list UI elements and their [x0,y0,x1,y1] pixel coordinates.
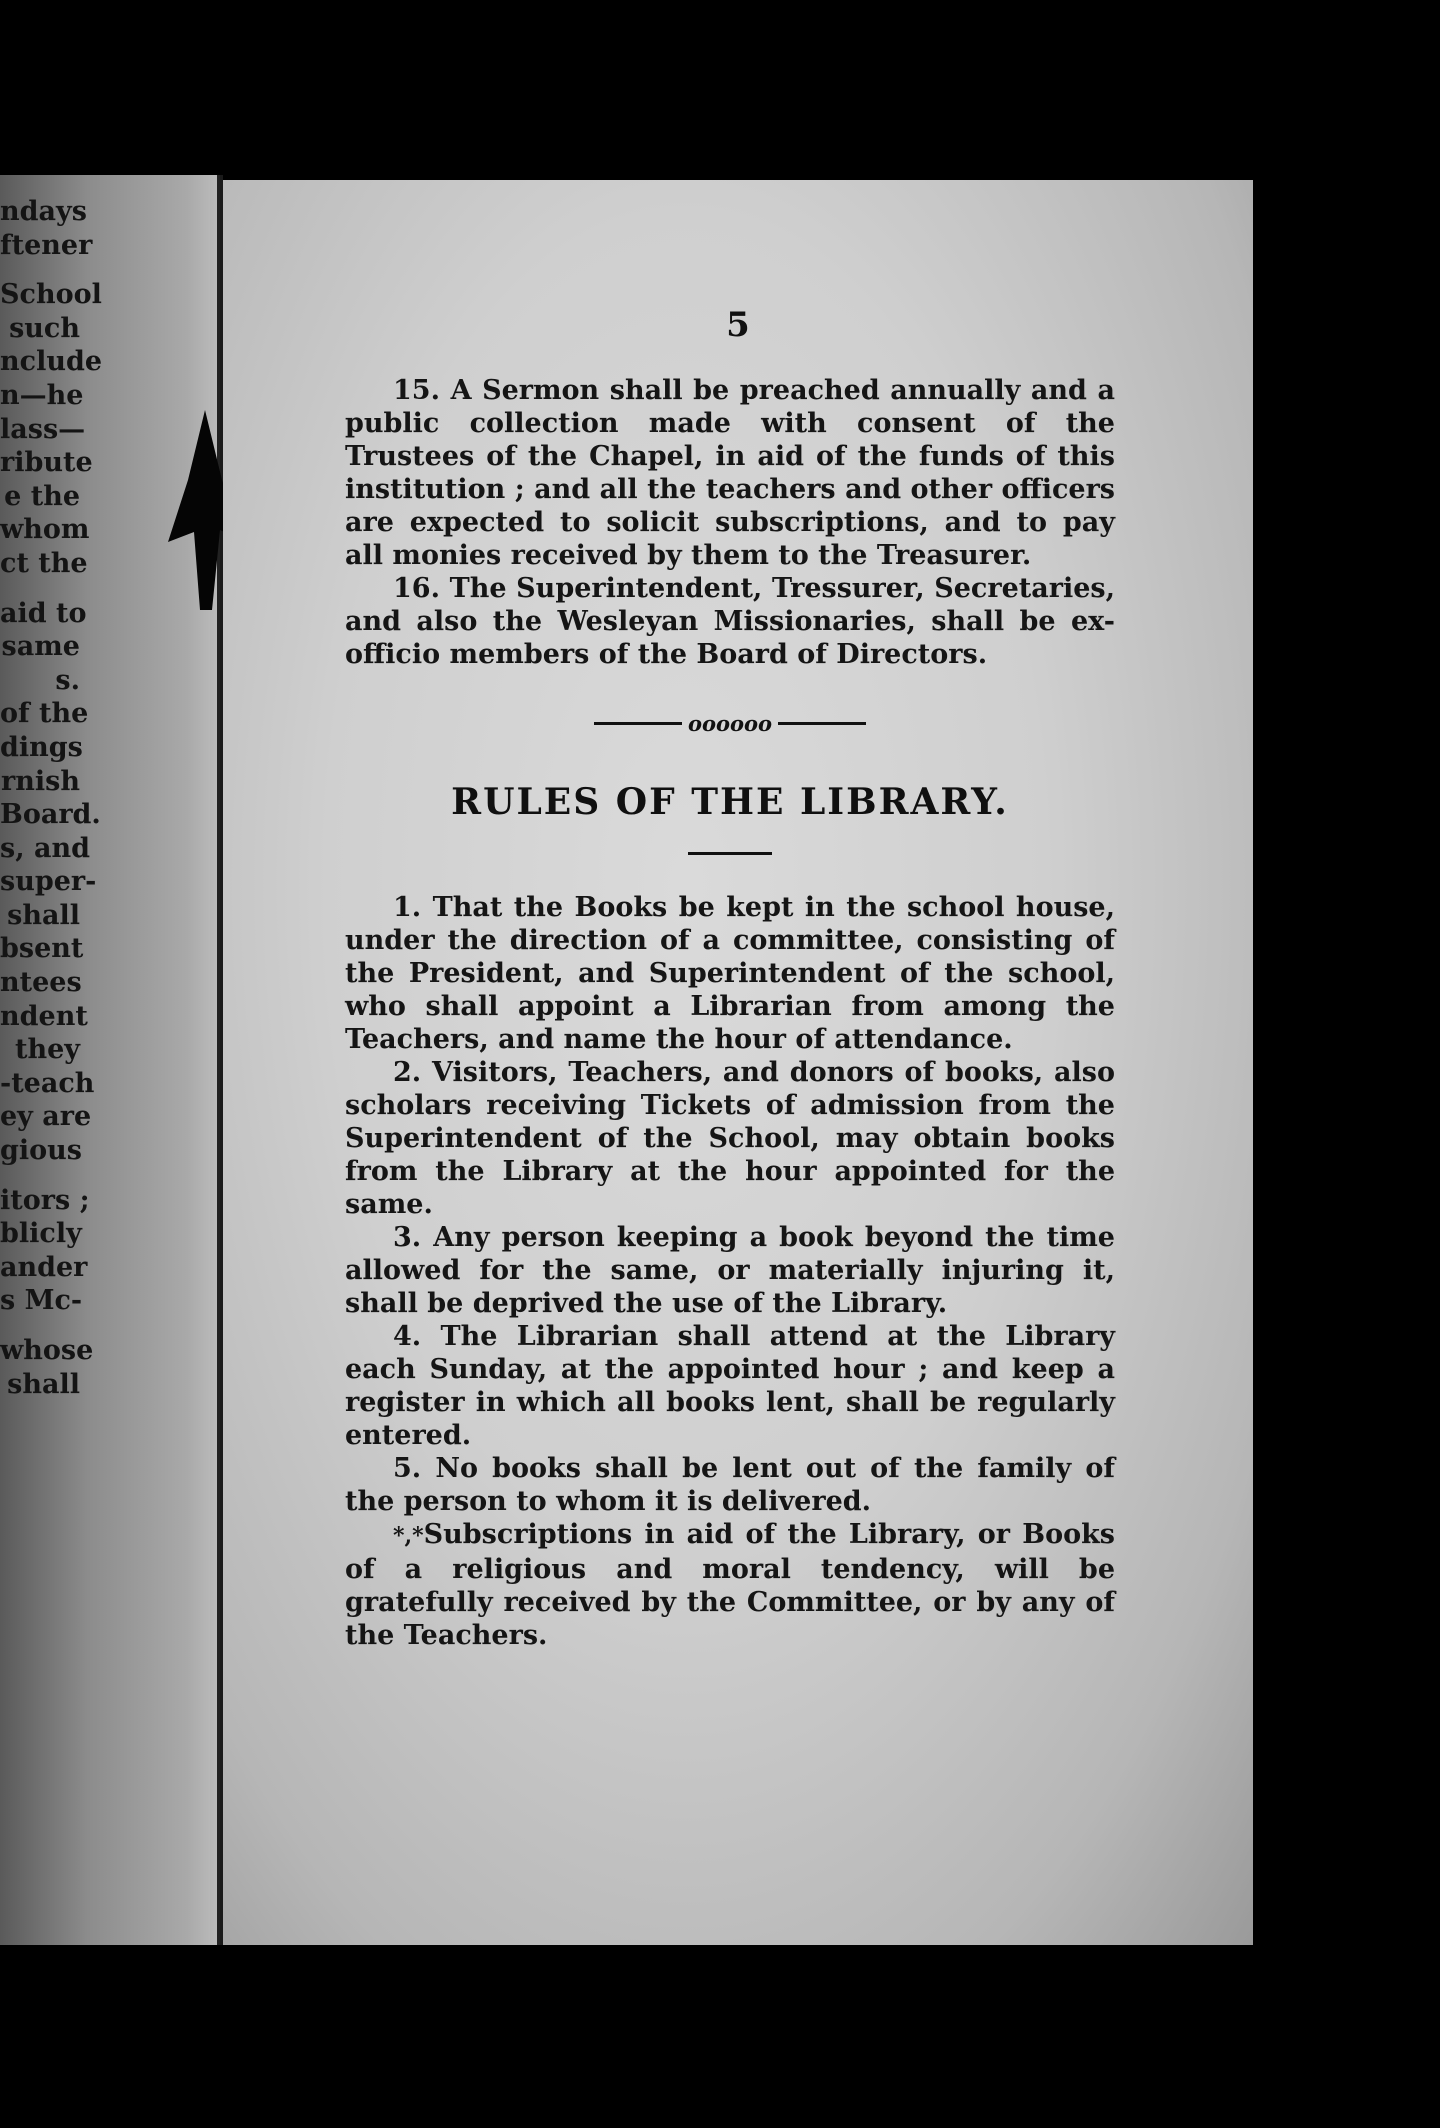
rule-text: No books shall be lent out of the family of the person to whom it is delivered. [345,1453,1115,1517]
left-fragment-line: n—he [0,379,84,411]
left-fragment-line: e the [4,480,80,512]
library-rule-1 [345,891,1115,1056]
left-fragment-line: ander [0,1251,88,1283]
left-fragment-line: lass— [0,413,86,445]
library-rules-title: RULES OF THE LIBRARY. [451,781,1009,823]
separator-text: oooooo [687,711,773,736]
rule-text: The Superintendent, Tressurer, Secretaries, and also the Wesleyan Missionaries, shall be ex-officio members of the Board of Directors. [345,573,1115,670]
left-fragment-line: s. [55,664,80,696]
separator-line [594,722,682,725]
rule-number: 16. [393,573,440,604]
left-fragment-line: same [1,631,80,663]
left-fragment-line: ndent [0,1000,88,1032]
left-fragment-line: gious [0,1135,82,1167]
left-fragment-line: ct the [0,547,88,579]
left-fragment-line: blicly [0,1218,82,1250]
left-fragment-line: bsent [0,933,84,965]
rule-number: 4. [393,1321,422,1352]
left-fragment-line: School [0,279,102,311]
rule-text: A Sermon shall be preached annually and a public collection made with consent of the Trustees of the Chapel, in aid of the funds of this institution ; and all the teachers and other officers are expected to solicit subscriptions, and to pay all monies received by them to the Treasurer. [345,375,1115,571]
left-page-text-fragment [0,195,103,1401]
left-fragment-line: ntees [0,967,82,999]
left-fragment-line: they [15,1034,80,1066]
rule-16 [345,572,1115,671]
page-number: 5 [726,305,750,345]
left-fragment-line: itors ; [0,1184,90,1216]
left-fragment-line: shall [7,899,80,931]
left-fragment-line: s, and [0,832,91,864]
library-rule-5 [345,1452,1115,1518]
separator-line [778,722,866,725]
left-fragment-line: aid to [0,597,87,629]
heading-rule [688,852,772,855]
left-fragment-line: ftener [0,229,93,261]
section-separator [345,707,1115,740]
left-fragment-line: rnish [1,765,80,797]
rule-number: 5. [393,1453,422,1484]
rule-number: 2. [393,1057,422,1088]
rule-text: The Librarian shall attend at the Library each Sunday, at the appointed hour ; and keep a register in which all books lent, shall be regularly entered. [345,1321,1115,1451]
note-marker: *,* [393,1523,424,1549]
rule-number: 1. [393,892,422,923]
library-rule-4 [345,1320,1115,1452]
left-fragment-line: of the [0,698,89,730]
page-content [345,374,1115,1652]
rule-text: That the Books be kept in the school house, under the direction of a committee, consisting of the President, and Superintendent of the school, who shall appoint a Librarian from among the Teachers, and name the hour of attendance. [345,892,1115,1055]
rule-text: Any person keeping a book beyond the time allowed for the same, or materially injuring it, shall be deprived the use of the Library. [345,1222,1115,1319]
library-rule-2 [345,1056,1115,1221]
left-fragment-line: whom [0,514,90,546]
left-fragment-line: ndays [0,196,87,227]
left-fragment-line: shall [7,1368,80,1400]
rule-text: Visitors, Teachers, and donors of books, also scholars receiving Tickets of admission from the Superintendent of the School, may obtain books from the Library at the hour appointed for the same. [345,1057,1115,1220]
note-text: Subscriptions in aid of the Library, or Books of a religious and moral tendency, will be gratefully received by the Committee, or by any of the Teachers. [345,1519,1115,1651]
library-note [345,1518,1115,1652]
rule-number: 3. [393,1222,422,1253]
left-fragment-line: -teach [0,1067,95,1099]
left-fragment-line: nclude [0,346,103,378]
left-fragment-line: s Mc- [0,1285,83,1317]
left-fragment-line: ribute [0,447,93,479]
left-fragment-line: dings [0,731,83,763]
rule-number: 15. [393,375,440,406]
left-fragment-line: ey are [0,1101,92,1133]
left-fragment-line: super- [0,866,97,898]
left-fragment-line: whose [0,1335,94,1366]
left-fragment-line: such [9,312,80,344]
left-fragment-line: Board. [0,799,101,831]
rule-15 [345,374,1115,572]
library-rule-3 [345,1221,1115,1320]
